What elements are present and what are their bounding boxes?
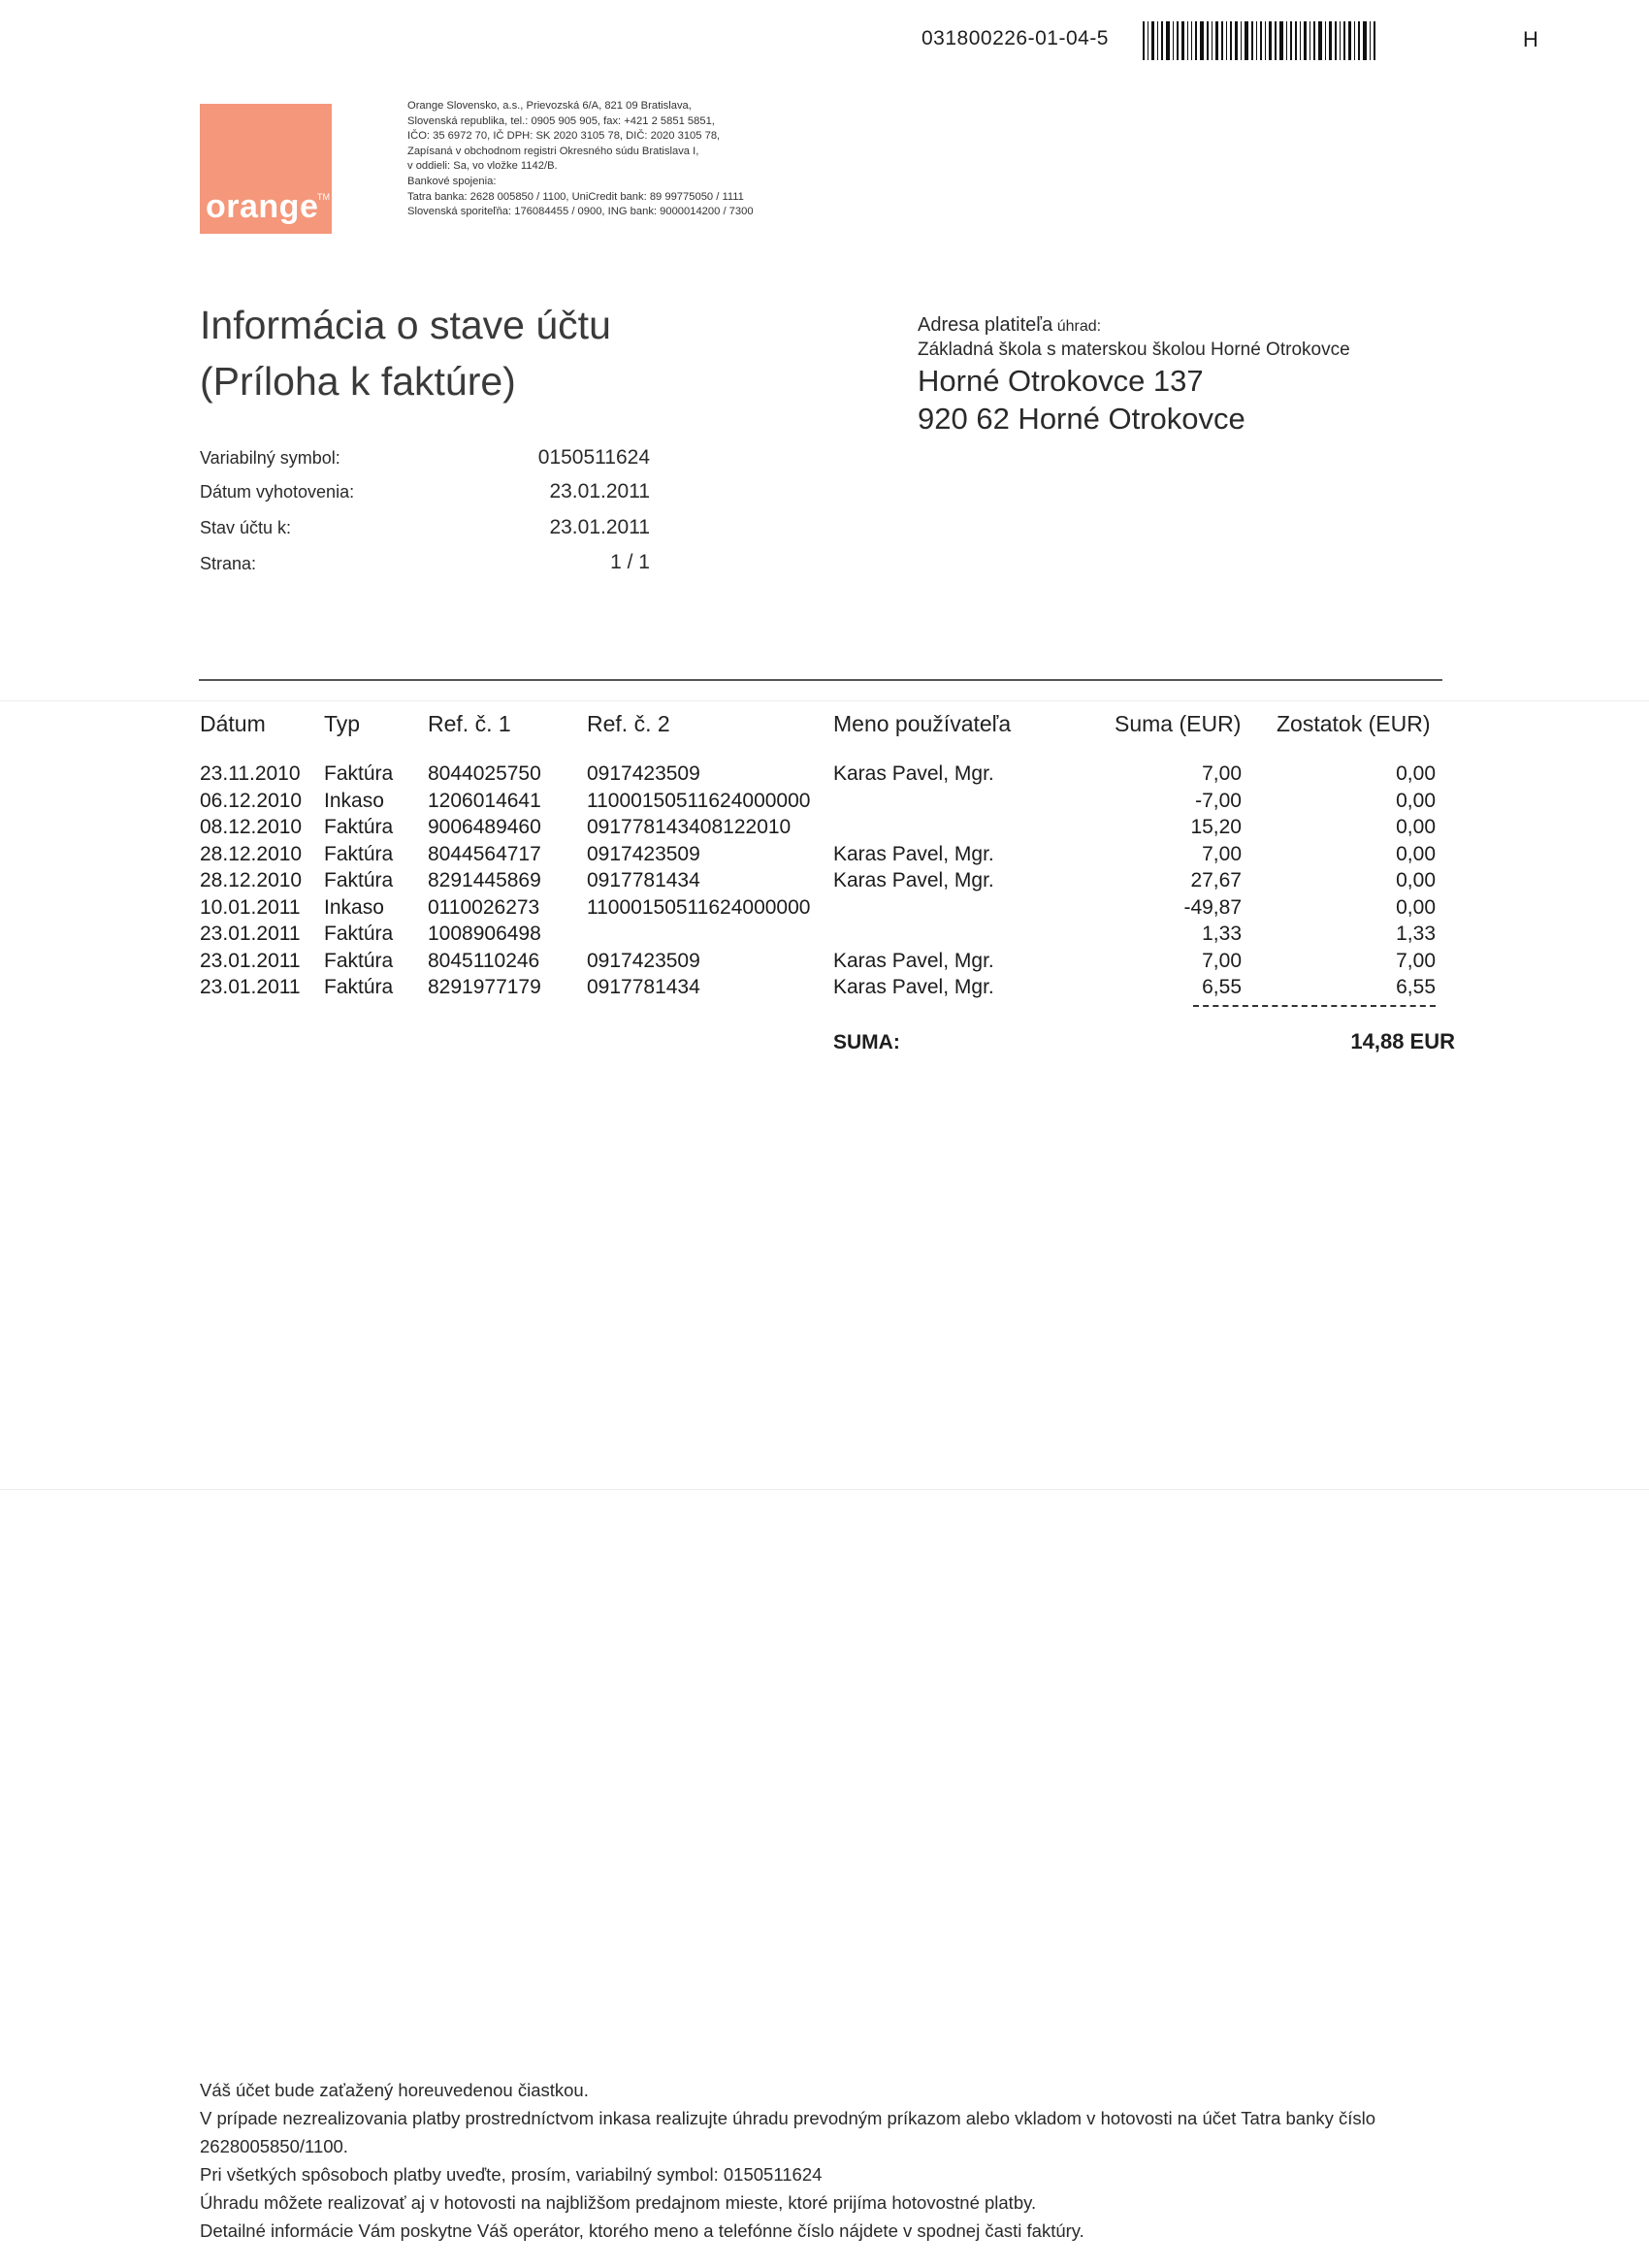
company-info-line: Tatra banka: 2628 005850 / 1100, UniCredit bank: 89 99775050 / 1111 <box>407 190 744 203</box>
issue-date-value: 23.01.2011 <box>549 480 650 502</box>
cell-ref2: 0917423509 <box>587 842 700 865</box>
barcode-bar <box>1269 21 1272 60</box>
cell-date: 08.12.2010 <box>200 816 303 838</box>
cell-ref2: 0917423509 <box>587 762 700 785</box>
address-label <box>918 314 1101 337</box>
address-label-main: Adresa platiteľa <box>918 314 1053 336</box>
cell-ref2: 091778143408122010 <box>587 816 792 838</box>
cell-amount: 7,00 <box>1202 949 1242 972</box>
issue-date-label: Dátum vyhotovenia: <box>200 482 355 502</box>
cell-user: Karas Pavel, Mgr. <box>833 949 994 972</box>
cell-user: Karas Pavel, Mgr. <box>833 842 994 865</box>
barcode-bar <box>1265 21 1266 60</box>
table-row <box>0 790 1649 817</box>
cell-ref1: 8044564717 <box>428 842 541 865</box>
address-label-small: úhrad: <box>1052 318 1102 335</box>
barcode-bar <box>1260 21 1262 60</box>
cell-balance: 0,00 <box>1396 789 1436 812</box>
barcode-bar <box>1340 21 1341 60</box>
page-title-line2: (Príloha k faktúre) <box>200 359 516 404</box>
logo-wordmark: orange <box>206 188 319 225</box>
barcode-bar <box>1313 21 1315 60</box>
cell-amount: 1,33 <box>1202 923 1242 945</box>
cell-user: Karas Pavel, Mgr. <box>833 762 994 785</box>
col-header-amount: Suma (EUR) <box>1115 711 1242 736</box>
cell-balance: 0,00 <box>1396 762 1436 785</box>
barcode-bar <box>1166 21 1170 60</box>
barcode <box>1143 21 1484 60</box>
col-header-balance: Zostatok (EUR) <box>1277 711 1431 736</box>
cell-balance: 7,00 <box>1396 949 1436 972</box>
barcode-bar <box>1187 21 1188 60</box>
barcode-bar <box>1207 21 1209 60</box>
barcode-bar <box>1181 21 1184 60</box>
barcode-bar <box>1241 21 1242 60</box>
barcode-bar <box>1215 21 1218 60</box>
variable-symbol-label: Variabilný symbol: <box>200 448 340 468</box>
cell-type: Faktúra <box>324 976 394 998</box>
col-header-ref1: Ref. č. 1 <box>428 711 511 736</box>
barcode-bar <box>1304 21 1307 60</box>
page-value: 1 / 1 <box>610 551 650 573</box>
barcode-bar <box>1318 21 1322 60</box>
table-row <box>0 843 1649 870</box>
barcode-bar <box>1151 21 1154 60</box>
barcode-bar <box>1343 21 1345 60</box>
footer-line: Úhradu môžete realizovať aj v hotovosti na najbližšom predajnom mieste, ktoré prijíma hotovostné platby. <box>200 2192 1037 2213</box>
cell-ref2: 11000150511624000000 <box>587 895 811 919</box>
cell-ref1: 9006489460 <box>428 816 541 838</box>
barcode-bar <box>1374 21 1375 60</box>
company-info-line: Slovenská sporiteľňa: 176084455 / 0900, ING bank: 9000014200 / 7300 <box>407 206 754 218</box>
barcode-bar <box>1235 21 1238 60</box>
cell-amount: -7,00 <box>1195 789 1242 812</box>
address-city: 920 62 Horné Otrokovce <box>918 402 1245 436</box>
table-row <box>0 896 1649 923</box>
cell-amount: 15,20 <box>1190 816 1242 838</box>
barcode-bar <box>1295 21 1297 60</box>
address-school: Základná škola s materskou školou Horné Otrokovce <box>918 340 1350 360</box>
company-info-line: IČO: 35 6972 70, IČ DPH: SK 2020 3105 78, DIČ: 2020 3105 78, <box>407 130 721 143</box>
table-row <box>0 869 1649 896</box>
cell-amount: 7,00 <box>1202 842 1242 865</box>
paper-fold <box>0 700 1649 701</box>
company-info-line: Slovenská republika, tel.: 0905 905 905, fax: +421 2 5851 5851, <box>407 114 715 127</box>
page-title <box>200 297 611 409</box>
cell-date: 28.12.2010 <box>200 842 303 865</box>
cell-type: Faktúra <box>324 816 394 838</box>
page-title-line1: Informácia o stave účtu <box>200 303 611 347</box>
company-info <box>407 99 824 220</box>
paper-fold <box>0 1489 1649 1490</box>
cell-type: Faktúra <box>324 762 394 785</box>
divider <box>199 679 1442 681</box>
cell-user: Karas Pavel, Mgr. <box>833 976 994 998</box>
total-separator <box>1193 1005 1436 1007</box>
footer-notes <box>200 2076 1490 2245</box>
col-header-user: Meno používateľa <box>833 711 1012 736</box>
table-row <box>0 816 1649 843</box>
barcode-bar <box>1354 21 1355 60</box>
cell-type: Faktúra <box>324 923 394 945</box>
barcode-bar <box>1143 21 1145 60</box>
cell-amount: 6,55 <box>1202 976 1242 998</box>
barcode-bar <box>1200 21 1204 60</box>
cell-date: 23.11.2010 <box>200 762 301 785</box>
corner-letter: H <box>1523 27 1538 51</box>
total-value: 14,88 EUR <box>1350 1029 1455 1053</box>
cell-ref1: 1206014641 <box>428 789 541 812</box>
cell-ref1: 8045110246 <box>428 949 540 972</box>
page-label: Strana: <box>200 554 257 573</box>
cell-ref1: 8291445869 <box>428 869 541 891</box>
barcode-bar <box>1226 21 1227 60</box>
cell-amount: -49,87 <box>1183 895 1242 919</box>
barcode-bar <box>1279 21 1283 60</box>
barcode-bar <box>1230 21 1232 60</box>
cell-balance: 1,33 <box>1396 923 1436 945</box>
document-number: 031800226-01-04-5 <box>922 27 1109 49</box>
cell-ref2: 0917781434 <box>587 869 700 891</box>
barcode-bar <box>1251 21 1253 60</box>
cell-user: Karas Pavel, Mgr. <box>833 869 994 891</box>
barcode-bar <box>1157 21 1158 60</box>
barcode-bar <box>1195 21 1197 60</box>
barcode-bar <box>1335 21 1337 60</box>
barcode-bar <box>1286 21 1287 60</box>
barcode-bar <box>1348 21 1351 60</box>
barcode-bar <box>1173 21 1174 60</box>
cell-date: 23.01.2011 <box>200 923 301 945</box>
cell-balance: 0,00 <box>1396 816 1436 838</box>
cell-date: 23.01.2011 <box>200 949 301 972</box>
company-info-line: Orange Slovensko, a.s., Prievozská 6/A, 821 09 Bratislava, <box>407 100 692 112</box>
col-header-ref2: Ref. č. 2 <box>587 711 670 736</box>
cell-amount: 7,00 <box>1202 762 1242 785</box>
variable-symbol-value: 0150511624 <box>537 446 650 469</box>
barcode-bar <box>1300 21 1301 60</box>
company-info-line: Zapísaná v obchodnom registri Okresného súdu Bratislava I, <box>407 145 699 157</box>
col-header-date: Dátum <box>200 711 266 736</box>
cell-balance: 0,00 <box>1396 869 1436 891</box>
cell-date: 28.12.2010 <box>200 869 303 891</box>
footer-line: Detailné informácie Vám poskytne Váš operátor, ktorého meno a telefónne číslo nájdete v spodnej časti faktúry. <box>200 2220 1084 2241</box>
barcode-bar <box>1177 21 1179 60</box>
barcode-bar <box>1245 21 1248 60</box>
footer-line: Pri všetkých spôsoboch platby uveďte, prosím, variabilný symbol: 0150511624 <box>200 2164 823 2185</box>
cell-ref1: 1008906498 <box>428 923 541 945</box>
footer-line: V prípade nezrealizovania platby prostredníctvom inkasa realizujte úhradu prevodným príkazom alebo vkladom v hotovosti na účet Tatra banky číslo 2628005850/1100. <box>200 2108 1376 2156</box>
cell-date: 06.12.2010 <box>200 789 303 812</box>
barcode-bar <box>1290 21 1292 60</box>
table-row <box>0 950 1649 977</box>
cell-type: Inkaso <box>324 789 384 812</box>
table-row <box>0 923 1649 950</box>
barcode-bar <box>1363 21 1367 60</box>
address-street: Horné Otrokovce 137 <box>918 364 1204 398</box>
barcode-bar <box>1221 21 1223 60</box>
barcode-bar <box>1325 21 1326 60</box>
cell-balance: 0,00 <box>1396 895 1436 919</box>
barcode-bar <box>1329 21 1332 60</box>
company-info-line: v oddieli: Sa, vo vložke 1142/B. <box>407 160 558 173</box>
barcode-bar <box>1191 21 1192 60</box>
cell-ref1: 8291977179 <box>428 976 541 998</box>
cell-ref2: 0917781434 <box>587 976 700 998</box>
table-row <box>0 976 1649 1003</box>
cell-type: Inkaso <box>324 895 384 919</box>
cell-type: Faktúra <box>324 869 394 891</box>
footer-line: Váš účet bude zaťažený horeuvedenou čiastkou. <box>200 2080 589 2100</box>
cell-date: 23.01.2011 <box>200 976 301 998</box>
col-header-type: Typ <box>324 711 361 736</box>
barcode-bar <box>1275 21 1277 60</box>
table-row <box>0 762 1649 790</box>
barcode-bar <box>1256 21 1257 60</box>
barcode-bar <box>1161 21 1163 60</box>
cell-balance: 0,00 <box>1396 842 1436 865</box>
balance-date-label: Stav účtu k: <box>200 518 292 537</box>
cell-ref1: 8044025750 <box>428 762 541 785</box>
balance-date-value: 23.01.2011 <box>549 516 650 538</box>
cell-balance: 6,55 <box>1396 976 1436 998</box>
total-label: SUMA: <box>833 1031 900 1053</box>
cell-ref1: 0110026273 <box>428 895 540 919</box>
cell-type: Faktúra <box>324 949 394 972</box>
cell-amount: 27,67 <box>1190 869 1242 891</box>
cell-type: Faktúra <box>324 842 394 865</box>
logo-trademark: TM <box>317 192 330 202</box>
company-info-line: Bankové spojenia: <box>407 175 497 187</box>
cell-ref2: 0917423509 <box>587 949 700 972</box>
cell-date: 10.01.2011 <box>200 895 301 919</box>
barcode-bar <box>1370 21 1371 60</box>
cell-ref2: 11000150511624000000 <box>587 789 811 812</box>
barcode-bar <box>1358 21 1360 60</box>
